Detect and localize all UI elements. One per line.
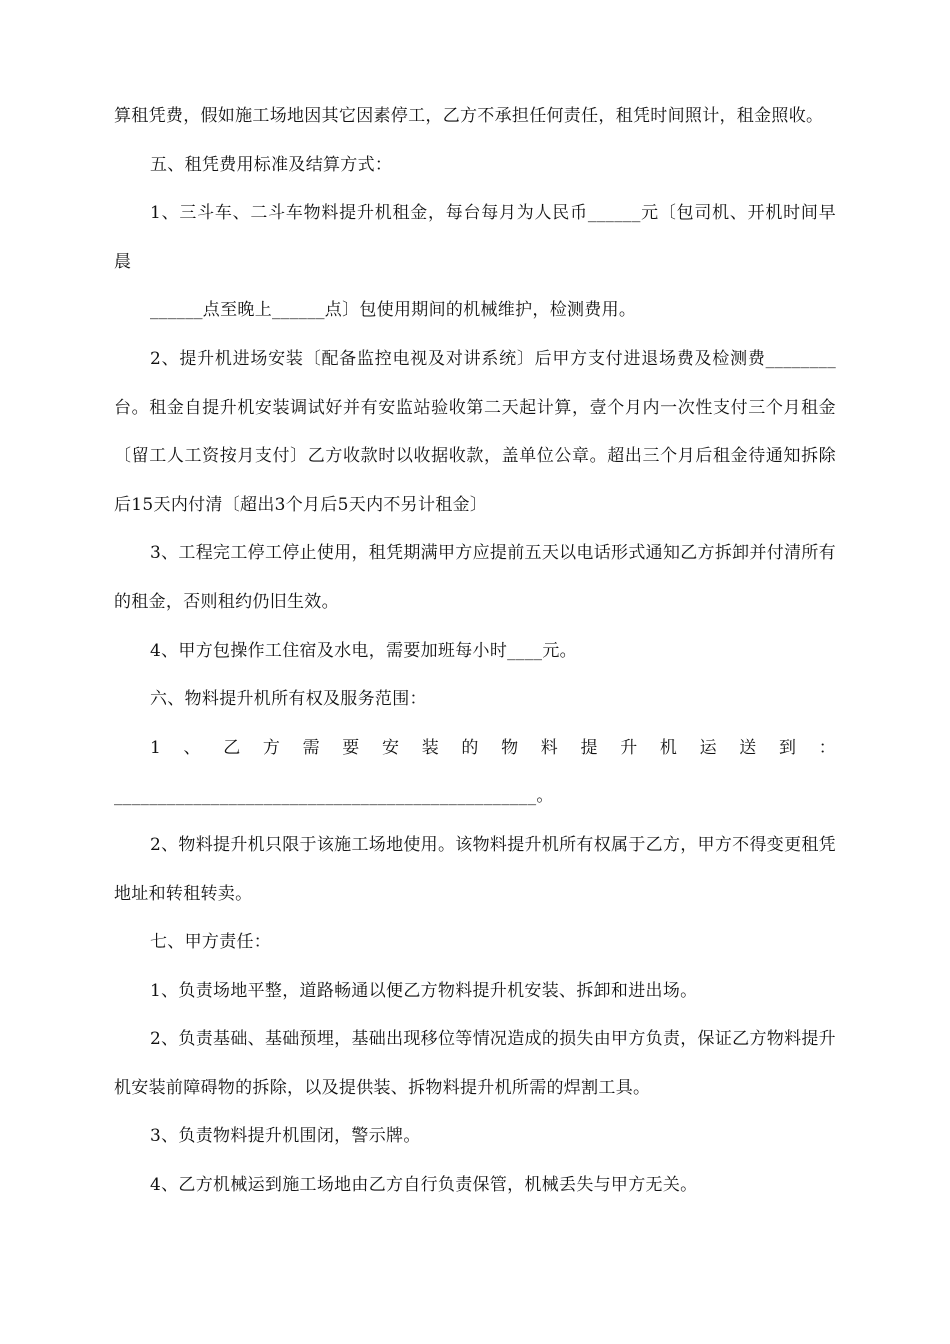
- clause-enclosure-signage: 3、负责物料提升机围闭，警示牌。: [150, 1126, 421, 1147]
- clause-foundation: 2、负责基础、基础预埋，基础出现移位等情况造成的损失由甲方负责，保证乙方物料提升机安装前障碍物的拆除，以及提供装、拆物料提升机所需的焊割工具。: [114, 1029, 836, 1098]
- clause-custody: 4、乙方机械运到施工场地由乙方自行负责保管，机械丢失与甲方无关。: [150, 1175, 698, 1196]
- clause-installation-payment: 2、提升机进场安装〔配备监控电视及对讲系统〕后甲方支付进退场费及检测费________台。租金自提升机安装调试好并有安监站验收第二天起计算，壹个月内一次性支付三个月租金〔留工人工资按月支付〕乙方收款时以收据收款，盖单位公章。超出三个月后租金待通知拆除后15天内付清〔超出3个月后5天内不另计租金〕: [114, 348, 836, 515]
- clause-operating-hours: ______点至晚上______点〕包使用期间的机械维护，检测费用。: [150, 300, 637, 321]
- section-heading-party-a-duties: 七、甲方责任：: [150, 932, 272, 953]
- section-heading-rental-fees: 五、租凭费用标准及结算方式：: [150, 154, 393, 175]
- clause-delivery-location: 1、乙方需要安装的物料提升机运送到：________________________________________________。: [114, 737, 836, 807]
- clause-ownership-restriction: 2、物料提升机只限于该施工场地使用。该物料提升机所有权属于乙方，甲方不得变更租凭地址和转租转卖。: [114, 834, 836, 904]
- clause-completion-notice: 3、工程完工停工停止使用，租凭期满甲方应提前五天以电话形式通知乙方拆卸并付清所有的租金，否则租约仍旧生效。: [114, 543, 836, 612]
- clause-rent-amount: 1、三斗车、二斗车物料提升机租金，每台每月为人民币______元〔包司机、开机时间早晨: [114, 203, 836, 272]
- paragraph-rent-continuation: 算租凭费，假如施工场地因其它因素停工，乙方不承担任何责任，租凭时间照计，租金照收。: [114, 106, 824, 126]
- section-heading-ownership: 六、物料提升机所有权及服务范围：: [150, 689, 427, 710]
- clause-site-leveling: 1、负责场地平整，道路畅通以便乙方物料提升机安装、拆卸和进出场。: [150, 980, 698, 1001]
- clause-accommodation-overtime: 4、甲方包操作工住宿及水电，需要加班每小时____元。: [150, 640, 577, 661]
- document-body: [114, 92, 836, 1210]
